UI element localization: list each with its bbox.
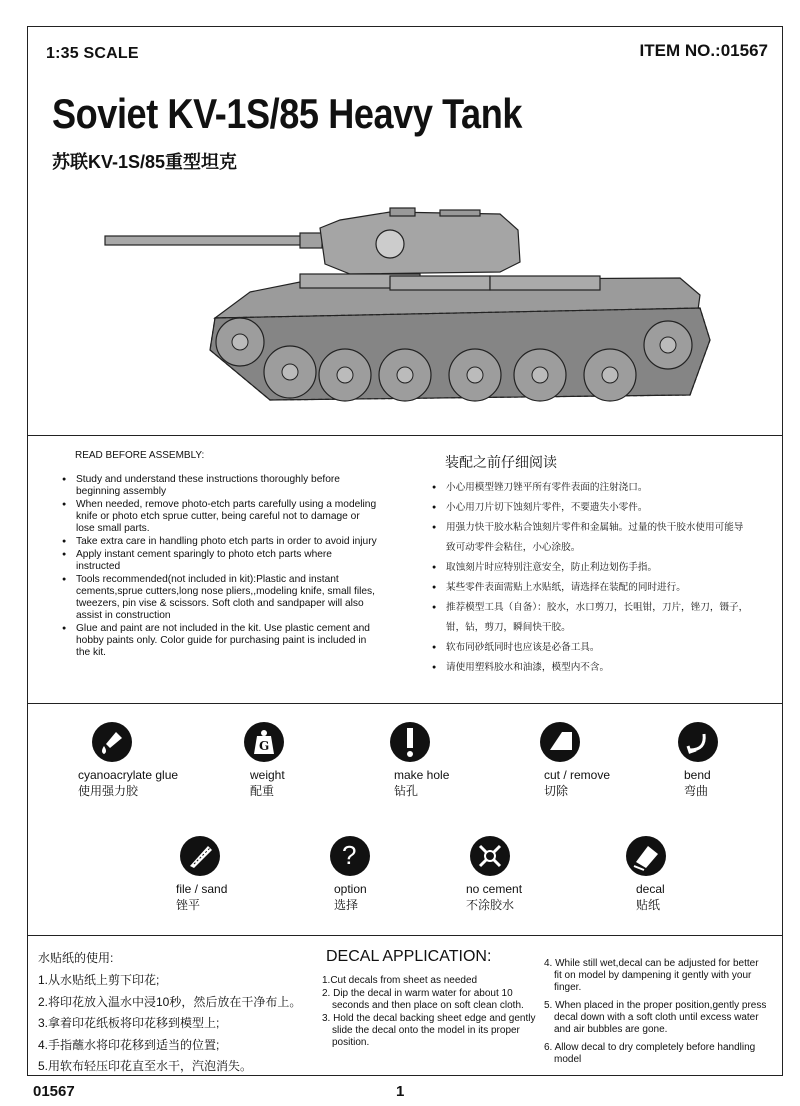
list-item: 2.将印花放入温水中浸10秒，然后放在干净布上。: [38, 994, 302, 1009]
item-number: ITEM NO.:01567: [639, 41, 768, 60]
symbol-label-cn: 使用强力胶: [78, 784, 139, 798]
symbol-label-cn: 切除: [544, 784, 569, 798]
list-item: ● 小心用模型锉刀锉平所有零件表面的注射浇口。: [432, 478, 752, 498]
list-item: 5.用软布轻压印花直至水干，汽泡消失。: [38, 1059, 253, 1073]
symbol-weight: [250, 722, 390, 799]
divider-middle: [27, 703, 783, 704]
page-number: 1: [396, 1083, 405, 1100]
list-item: 1.从水贴纸上剪下印花;: [38, 973, 160, 987]
list-item: ● 某些零件表面需贴上水贴纸，请选择在装配的同时进行。: [432, 578, 752, 598]
divider-top: [27, 435, 783, 436]
weight-glyph: G: [259, 739, 270, 753]
symbol-label-en: weight: [250, 768, 285, 782]
list-item: 3. Hold the decal backing sheet edge and gently slide the decal onto the model in its proper position.: [322, 1013, 536, 1048]
symbol-label-cn: 弯曲: [684, 784, 709, 798]
option-glyph: ?: [342, 840, 357, 870]
list-item: ● 请使用塑料胶水和油漆，模型内不含。: [432, 658, 752, 678]
decal-icon: [626, 836, 666, 876]
decal-heading-cn: 水贴纸的使用:: [38, 951, 114, 965]
symbol-label-cn: 钻孔: [394, 784, 419, 798]
file-sand-icon: [180, 836, 220, 876]
cut-remove-icon: [540, 722, 580, 762]
symbol-cyanoacrylate-glue: [78, 722, 218, 799]
symbol-bend: [684, 722, 800, 799]
option-icon: [330, 836, 370, 876]
assembly-list-cn: [432, 478, 752, 678]
symbol-label-en: make hole: [394, 768, 450, 782]
symbol-label-en: decal: [636, 882, 665, 896]
bend-icon: [678, 722, 718, 762]
symbol-label-cn: 选择: [334, 898, 359, 912]
symbol-label-cn: 锉平: [176, 898, 201, 912]
list-item: 2. Dip the decal in warm water for about 10 seconds and then place on soft clean cloth.: [322, 988, 524, 1011]
assembly-heading-en: READ BEFORE ASSEMBLY:: [75, 450, 205, 461]
list-item: ● 用强力快干胶水粘合蚀刻片零件和金属轴。过量的快干胶水使用可能导致可动零件会粘住，小心涂胶。: [432, 518, 752, 558]
list-item: ● When needed, remove photo-etch parts carefully using a modeling knife or photo etch sprue cutter, being careful not to damage or lose small parts.: [62, 499, 377, 535]
divider-bottom: [27, 935, 783, 936]
symbol-make-hole: [394, 722, 534, 799]
list-item: ● Glue and paint are not included in the kit. Use plastic cement and hobby paints only. Color guide for purchasing paint is included in the kit.: [62, 623, 377, 659]
symbol-label-cn: 配重: [250, 784, 275, 798]
symbol-decal: [636, 836, 776, 913]
symbol-label-en: cyanoacrylate glue: [78, 768, 179, 782]
symbol-label-en: no cement: [466, 882, 523, 896]
decal-heading-en: DECAL APPLICATION:: [326, 948, 492, 965]
list-item: 3.拿着印花纸板将印花移到模型上;: [38, 1016, 220, 1030]
list-item: 6. Allow decal to dry completely before handling model: [544, 1042, 756, 1065]
cyanoacrylate-glue-icon: [92, 722, 132, 762]
list-item: ● 软布同砂纸同时也应该是必备工具。: [432, 638, 752, 658]
make-hole-icon: [390, 722, 430, 762]
decal-steps-en-continued: [544, 958, 769, 1072]
decal-steps-en: [322, 975, 537, 1050]
symbol-file-sand: [176, 836, 316, 913]
tank-illustration: [100, 200, 720, 420]
page-subtitle-cn: 苏联KV-1S/85重型坦克: [52, 152, 238, 172]
symbol-no-cement: [466, 836, 606, 913]
page-title: Soviet KV-1S/85 Heavy Tank: [52, 90, 522, 137]
assembly-list-en: [62, 474, 377, 660]
list-item: ● Tools recommended(not included in kit):Plastic and instant cements,sprue cutters,long nose pliers,,modeling knife, small files, tweezers, pin vise & scissors. Soft cloth and sandpaper will also assist in construction: [62, 574, 377, 622]
assembly-heading-cn: 装配之前仔细阅读: [445, 455, 557, 471]
symbol-label-en: cut / remove: [544, 768, 611, 782]
symbol-cut-remove: [544, 722, 684, 799]
symbol-label-en: bend: [684, 768, 711, 782]
list-item: 1.Cut decals from sheet as needed: [322, 975, 478, 986]
scale-label: 1:35 SCALE: [46, 45, 139, 62]
list-item: ● Apply instant cement sparingly to photo etch parts where instructed: [62, 549, 377, 573]
weight-icon: [244, 722, 284, 762]
symbol-label-en: option: [334, 882, 367, 896]
list-item: 5. When placed in the proper position,gently press decal down with a soft cloth until excess water and air bubbles are gone.: [544, 1000, 767, 1035]
list-item: ● Study and understand these instructions thoroughly before beginning assembly: [62, 474, 377, 498]
decal-steps-cn: [38, 970, 301, 1078]
list-item: 4.手指蘸水将印花移到适当的位置;: [38, 1037, 220, 1052]
footer-item-number: 01567: [33, 1083, 75, 1100]
no-cement-icon: [470, 836, 510, 876]
symbol-option: [334, 836, 474, 913]
list-item: ● 推荐模型工具（自备）：胶水，水口剪刀，长咀钳，刀片，锉刀，镊子，钳，钻，剪刀，瞬间快干胶。: [432, 598, 752, 638]
list-item: 4. While still wet,decal can be adjusted for better fit on model by dampening it gently with your finger.: [544, 958, 759, 993]
list-item: ● 取蚀刻片时应特别注意安全，防止利边划伤手指。: [432, 558, 752, 578]
symbol-label-en: file / sand: [176, 882, 228, 896]
symbol-label-cn: 贴纸: [636, 898, 661, 912]
list-item: ● 小心用刀片切下蚀刻片零件，不要遗失小零件。: [432, 498, 752, 518]
symbol-label-cn: 不涂胶水: [466, 898, 515, 912]
list-item: ● Take extra care in handling photo etch parts in order to avoid injury: [62, 536, 377, 548]
